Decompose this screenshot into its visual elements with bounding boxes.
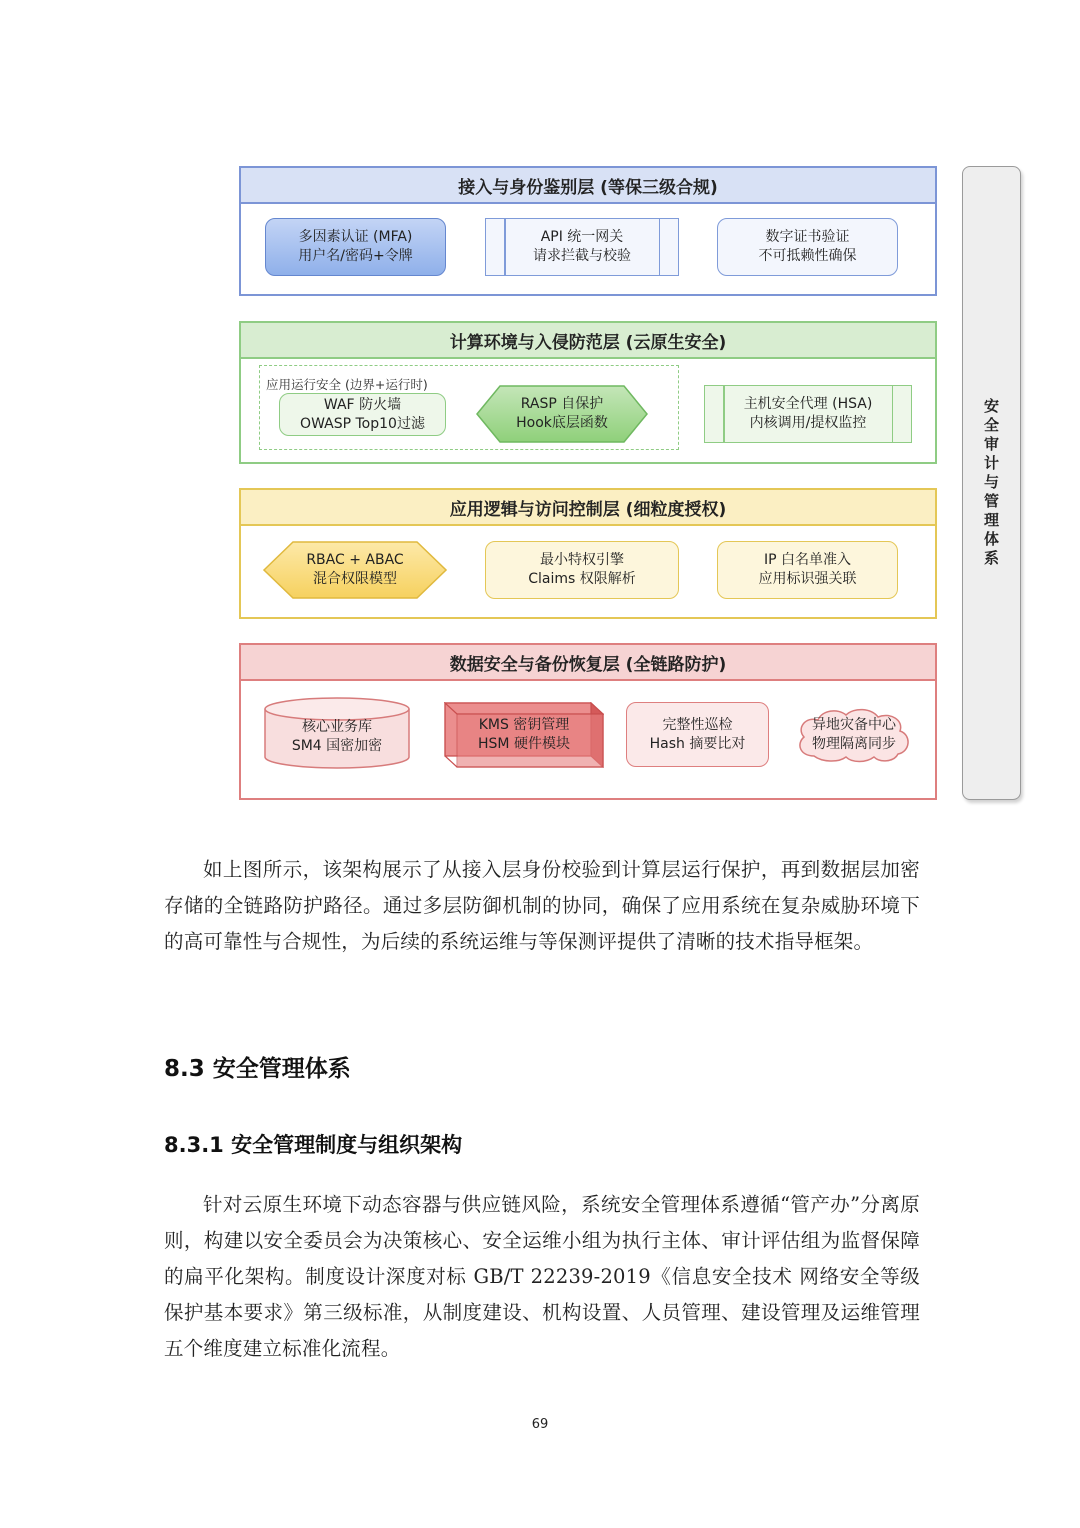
node-line: 混合权限模型 [313,571,397,587]
node-line: Claims 权限解析 [528,571,636,587]
sidebar-label: 安全审计与管理体系 [983,397,999,567]
subsection-heading: 8.3.1 安全管理制度与组织架构 [164,1133,463,1157]
node-line: 内核调用/提权监控 [749,415,867,431]
node-line: 核心业务库 [302,719,372,735]
audit-management-sidebar [962,166,1021,800]
node-line: HSM 硬件模块 [478,736,570,752]
node-api-gateway [485,218,679,276]
group-label: 应用运行安全 (边界+运行时) [266,377,428,392]
node-rbac-abac [263,541,447,599]
node-line: 数字证书验证 [765,229,850,245]
node-line: IP 白名单准入 [763,552,852,568]
node-line: Hash 摘要比对 [649,735,746,752]
layer-title: 数据安全与备份恢复层 (全链路防护) [241,645,935,681]
node-line: 物理隔离同步 [812,736,896,752]
node-integrity-check [626,702,769,767]
node-line: OWASP Top10过滤 [300,415,425,432]
node-mfa [265,218,446,276]
layer-title: 应用逻辑与访问控制层 (细粒度授权) [241,490,935,526]
node-digital-certificate [717,218,898,276]
node-ip-whitelist [717,541,898,599]
layer-title: 接入与身份鉴别层 (等保三级合规) [241,168,935,204]
node-line: 异地灾备中心 [812,717,896,733]
node-line: WAF 防火墙 [323,396,402,413]
page-number: 69 [531,1417,549,1432]
node-line: SM4 国密加密 [291,738,383,754]
node-hsa [704,385,912,443]
node-line: 主机安全代理 (HSA) [743,396,873,412]
body-paragraph: 针对云原生环境下动态容器与供应链风险，系统安全管理体系遵循“管产办”分离原则，构建以安全委员会为决策核心、安全运维小组为执行主体、审计评估组为监督保障的扁平化架构。制度设计深度对标 GB/T 22239-2019《信息安全技术 网络安全等级保护基本要求》第三级标准，从制度建设、机构设置、人员管理、建设管理及运维管理五个维度建立标准化流程。 [164,1193,920,1360]
layer-title: 计算环境与入侵防范层 (云原生安全) [241,323,935,359]
intro-paragraph: 如上图所示，该架构展示了从接入层身份校验到计算层运行保护，再到数据层加密存储的全链路防护路径。通过多层防御机制的协同，确保了应用系统在复杂威胁环境下的高可靠性与合规性，为后续的系统运维与等保测评提供了清晰的技术指导框架。 [164,858,920,953]
node-waf [279,393,446,436]
node-line: RASP 自保护 [520,396,604,412]
node-line: KMS 密钥管理 [478,717,570,733]
node-line: 最小特权引擎 [540,552,624,568]
node-line: 完整性巡检 [662,716,733,733]
node-core-db [264,710,410,764]
node-offsite-dr [794,706,914,764]
node-line: 不可抵赖性确保 [758,248,857,264]
node-kms-hsm [444,708,604,762]
node-line: API 统一网关 [540,229,624,245]
node-line: 请求拦截与校验 [533,248,631,264]
node-line: RBAC + ABAC [306,552,404,568]
node-line: 用户名/密码+令牌 [298,248,413,264]
node-line: 应用标识强关联 [758,571,857,587]
section-heading: 8.3 安全管理体系 [164,1056,351,1082]
node-least-privilege [485,541,679,599]
node-line: Hook底层函数 [516,415,608,431]
node-rasp [476,385,648,443]
node-line: 多因素认证 (MFA) [298,229,413,245]
